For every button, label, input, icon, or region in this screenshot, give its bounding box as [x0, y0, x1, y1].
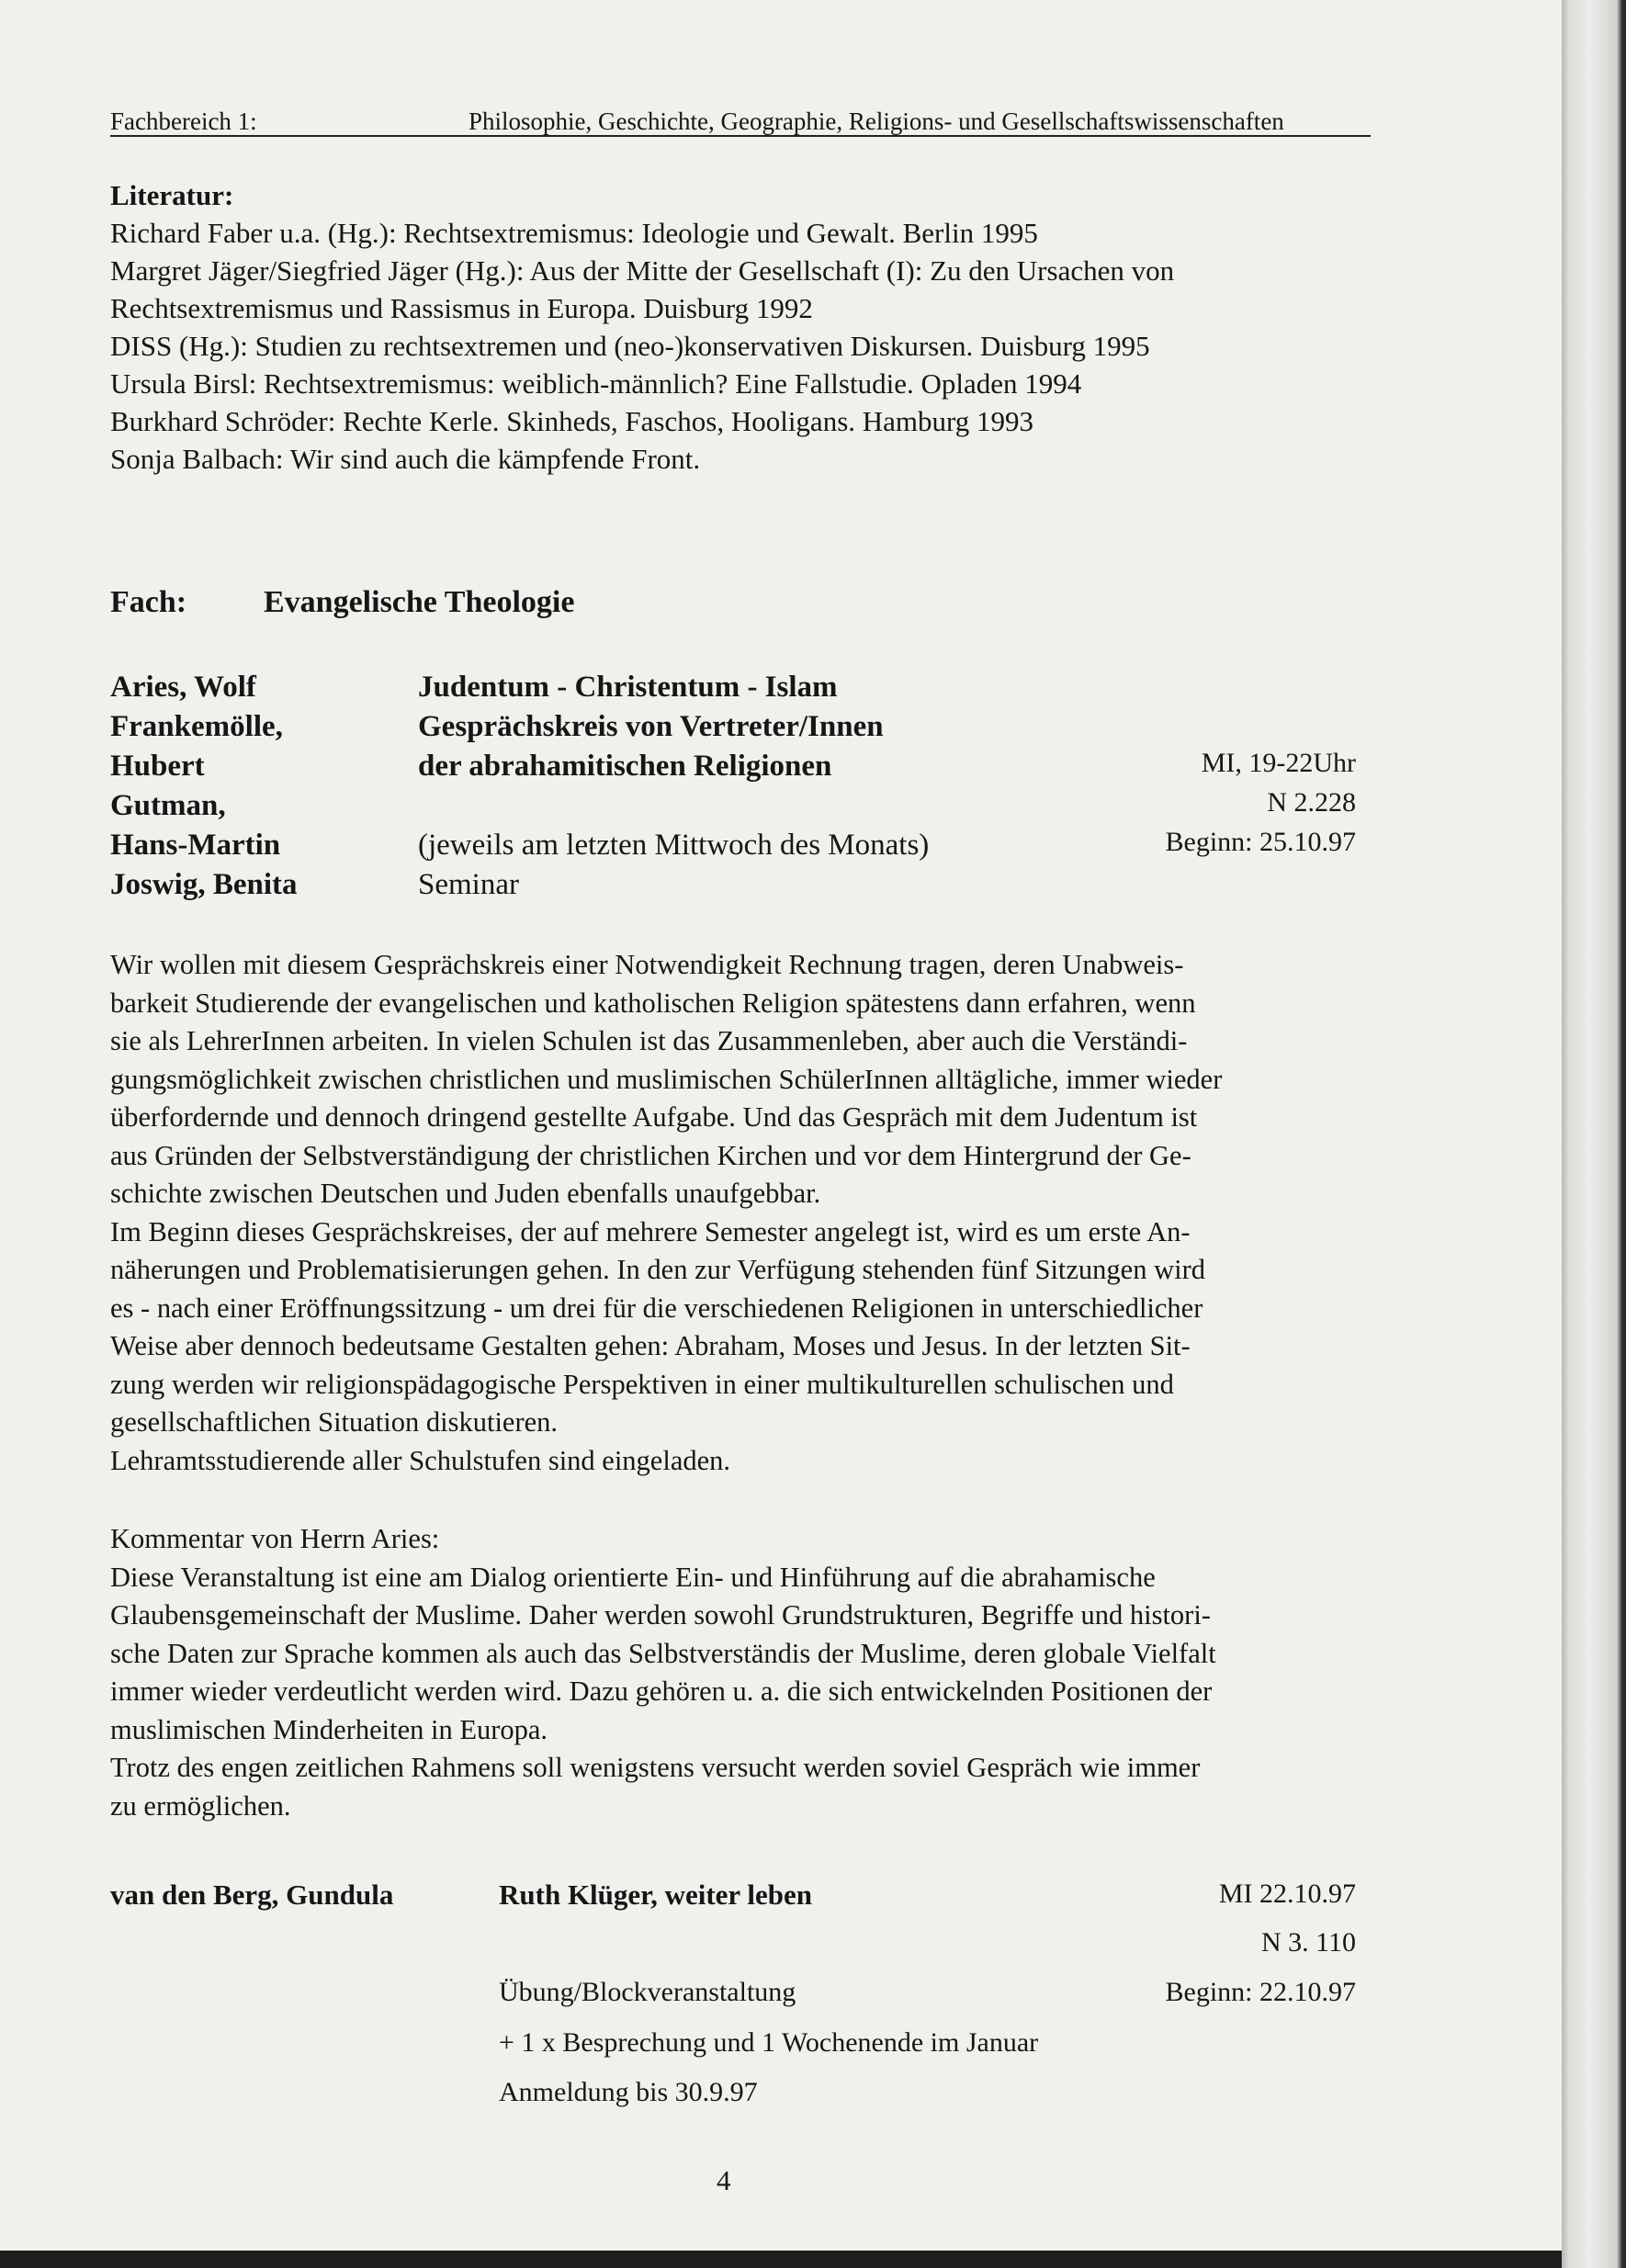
- lecturer-name: Frankemölle,: [110, 710, 283, 743]
- fach-label: Fach:: [110, 585, 187, 619]
- description-line: Weise aber dennoch bedeutsame Gestalten gehen: Abraham, Moses und Jesus. In der letzten Sit-: [110, 1330, 1191, 1361]
- next-page-edge: [1562, 0, 1626, 2268]
- course2-start: Beginn: 22.10.97: [1165, 1977, 1356, 2007]
- course1-lecturers: [110, 668, 298, 905]
- literature-line: DISS (Hg.): Studien zu rechtsextremen und (neo-)konservativen Diskursen. Duisburg 1995: [110, 330, 1150, 362]
- description-line: Lehramtsstudierende aller Schulstufen sind eingeladen.: [110, 1444, 731, 1476]
- description-line: näherungen und Problematisierungen gehen. In den zur Verfügung stehenden fünf Sitzungen wird: [110, 1254, 1206, 1285]
- course2-time: MI 22.10.97: [1218, 1879, 1356, 1909]
- literature-heading: Literatur:: [110, 179, 234, 211]
- literature-line: Rechtsextremismus und Rassismus in Europa. Duisburg 1992: [110, 292, 813, 324]
- description-line: Im Beginn dieses Gesprächskreises, der auf mehrere Semester angelegt ist, wird es um erste An-: [110, 1215, 1191, 1247]
- description-line: gesellschaftlichen Situation diskutieren.: [110, 1406, 559, 1438]
- literature-line: Margret Jäger/Siegfried Jäger (Hg.): Aus der Mitte der Gesellschaft (I): Zu den Ursachen von: [110, 254, 1175, 287]
- literature-line: Ursula Birsl: Rechtsextremismus: weiblich-männlich? Eine Fallstudie. Opladen 1994: [110, 367, 1082, 400]
- comment-line: Glaubensgemeinschaft der Muslime. Daher werden sowohl Grundstrukturen, Begriffe und histori-: [110, 1599, 1211, 1630]
- course1-title-line: Gesprächskreis von Vertreter/Innen: [418, 710, 884, 743]
- course2-title: Ruth Klüger, weiter leben: [499, 1879, 812, 1911]
- description-line: gungsmöglichkeit zwischen christlichen und muslimischen SchülerInnen alltägliche, immer wieder: [110, 1063, 1223, 1095]
- description-line: barkeit Studierende der evangelischen und katholischen Religion spätestens dann erfahren, wenn: [110, 987, 1196, 1019]
- literature-section: [110, 176, 1387, 478]
- description-line: sie als LehrerInnen arbeiten. In vielen Schulen ist das Zusammenleben, aber auch die Verständi-: [110, 1025, 1188, 1056]
- course2-type: Übung/Blockveranstaltung: [499, 1977, 796, 2007]
- course1-type: Seminar: [418, 868, 519, 901]
- comment-line: muslimischen Minderheiten in Europa.: [110, 1713, 548, 1745]
- course2-room: N 3. 110: [1260, 1927, 1356, 1958]
- comment-line: Trotz des engen zeitlichen Rahmens soll wenigstens versucht werden soviel Gespräch wie immer: [110, 1752, 1201, 1783]
- lecturer-name: Aries, Wolf: [110, 671, 256, 704]
- literature-line: Richard Faber u.a. (Hg.): Rechtsextremismus: Ideologie und Gewalt. Berlin 1995: [110, 217, 1038, 249]
- description-line: überfordernde und dennoch dringend gestellte Aufgabe. Und das Gespräch mit dem Judentum ist: [110, 1101, 1198, 1133]
- course1-info: [418, 668, 929, 905]
- course1-schedule-note: (jeweils am letzten Mittwoch des Monats): [418, 829, 930, 862]
- description-line: es - nach einer Eröffnungssitzung - um drei für die verschiedenen Religionen in unterschiedlicher: [110, 1292, 1203, 1324]
- description-line: zung werden wir religionspädagogische Perspektiven in einer multikulturellen schulischen und: [110, 1368, 1174, 1400]
- course1-title-line: der abrahamitischen Religionen: [418, 750, 832, 783]
- header-rule: [110, 135, 1371, 137]
- lecturer-name: Hans-Martin: [110, 829, 281, 862]
- course2-lecturer: van den Berg, Gundula: [110, 1879, 394, 1911]
- comment-line: zu ermöglichen.: [110, 1789, 291, 1822]
- course1-time: MI, 19-22Uhr: [1201, 748, 1356, 778]
- comment-line: immer wieder verdeutlicht werden wird. Dazu gehören u. a. die sich entwickelnden Positionen der: [110, 1676, 1213, 1707]
- course1-description: [110, 946, 1383, 1480]
- literature-line: Sonja Balbach: Wir sind auch die kämpfende Front.: [110, 443, 701, 475]
- lecturer-name: Joswig, Benita: [110, 868, 298, 901]
- comment-heading: Kommentar von Herrn Aries:: [110, 1523, 440, 1554]
- course1-title-line: Judentum - Christentum - Islam: [418, 671, 838, 704]
- header-subjects: Philosophie, Geschichte, Geographie, Religions- und Gesellschaftswissenschaften: [469, 107, 1284, 135]
- literature-line: Burkhard Schröder: Rechte Kerle. Skinheds, Faschos, Hooligans. Hamburg 1993: [110, 405, 1034, 437]
- course2-registration: Anmeldung bis 30.9.97: [499, 2077, 758, 2107]
- header-department: Fachbereich 1:: [110, 107, 257, 135]
- comment-line: Diese Veranstaltung ist eine am Dialog orientierte Ein- und Hinführung auf die abrahamische: [110, 1561, 1156, 1593]
- description-line: aus Gründen der Selbstverständigung der christlichen Kirchen und vor dem Hintergrund der Ge-: [110, 1139, 1191, 1171]
- course2-extra: + 1 x Besprechung und 1 Wochenende im Januar: [499, 2027, 1039, 2058]
- comment-line: sche Daten zur Sprache kommen als auch das Selbstverständis der Muslime, deren globale Vielfalt: [110, 1637, 1216, 1669]
- description-line: Wir wollen mit diesem Gesprächskreis einer Notwendigkeit Rechnung tragen, deren Unabweis-: [110, 949, 1184, 980]
- description-line: schichte zwischen Deutschen und Juden ebenfalls unaufgebbar.: [110, 1178, 821, 1209]
- scan-bottom-edge: [0, 2251, 1562, 2268]
- course1-start: Beginn: 25.10.97: [1165, 827, 1356, 857]
- course1-room: N 2.228: [1267, 787, 1356, 818]
- lecturer-name: Hubert: [110, 750, 205, 783]
- fach-value: Evangelische Theologie: [264, 585, 575, 619]
- lecturer-name: Gutman,: [110, 789, 226, 822]
- page-number: 4: [717, 2164, 731, 2196]
- course1-comment: [110, 1520, 1383, 1825]
